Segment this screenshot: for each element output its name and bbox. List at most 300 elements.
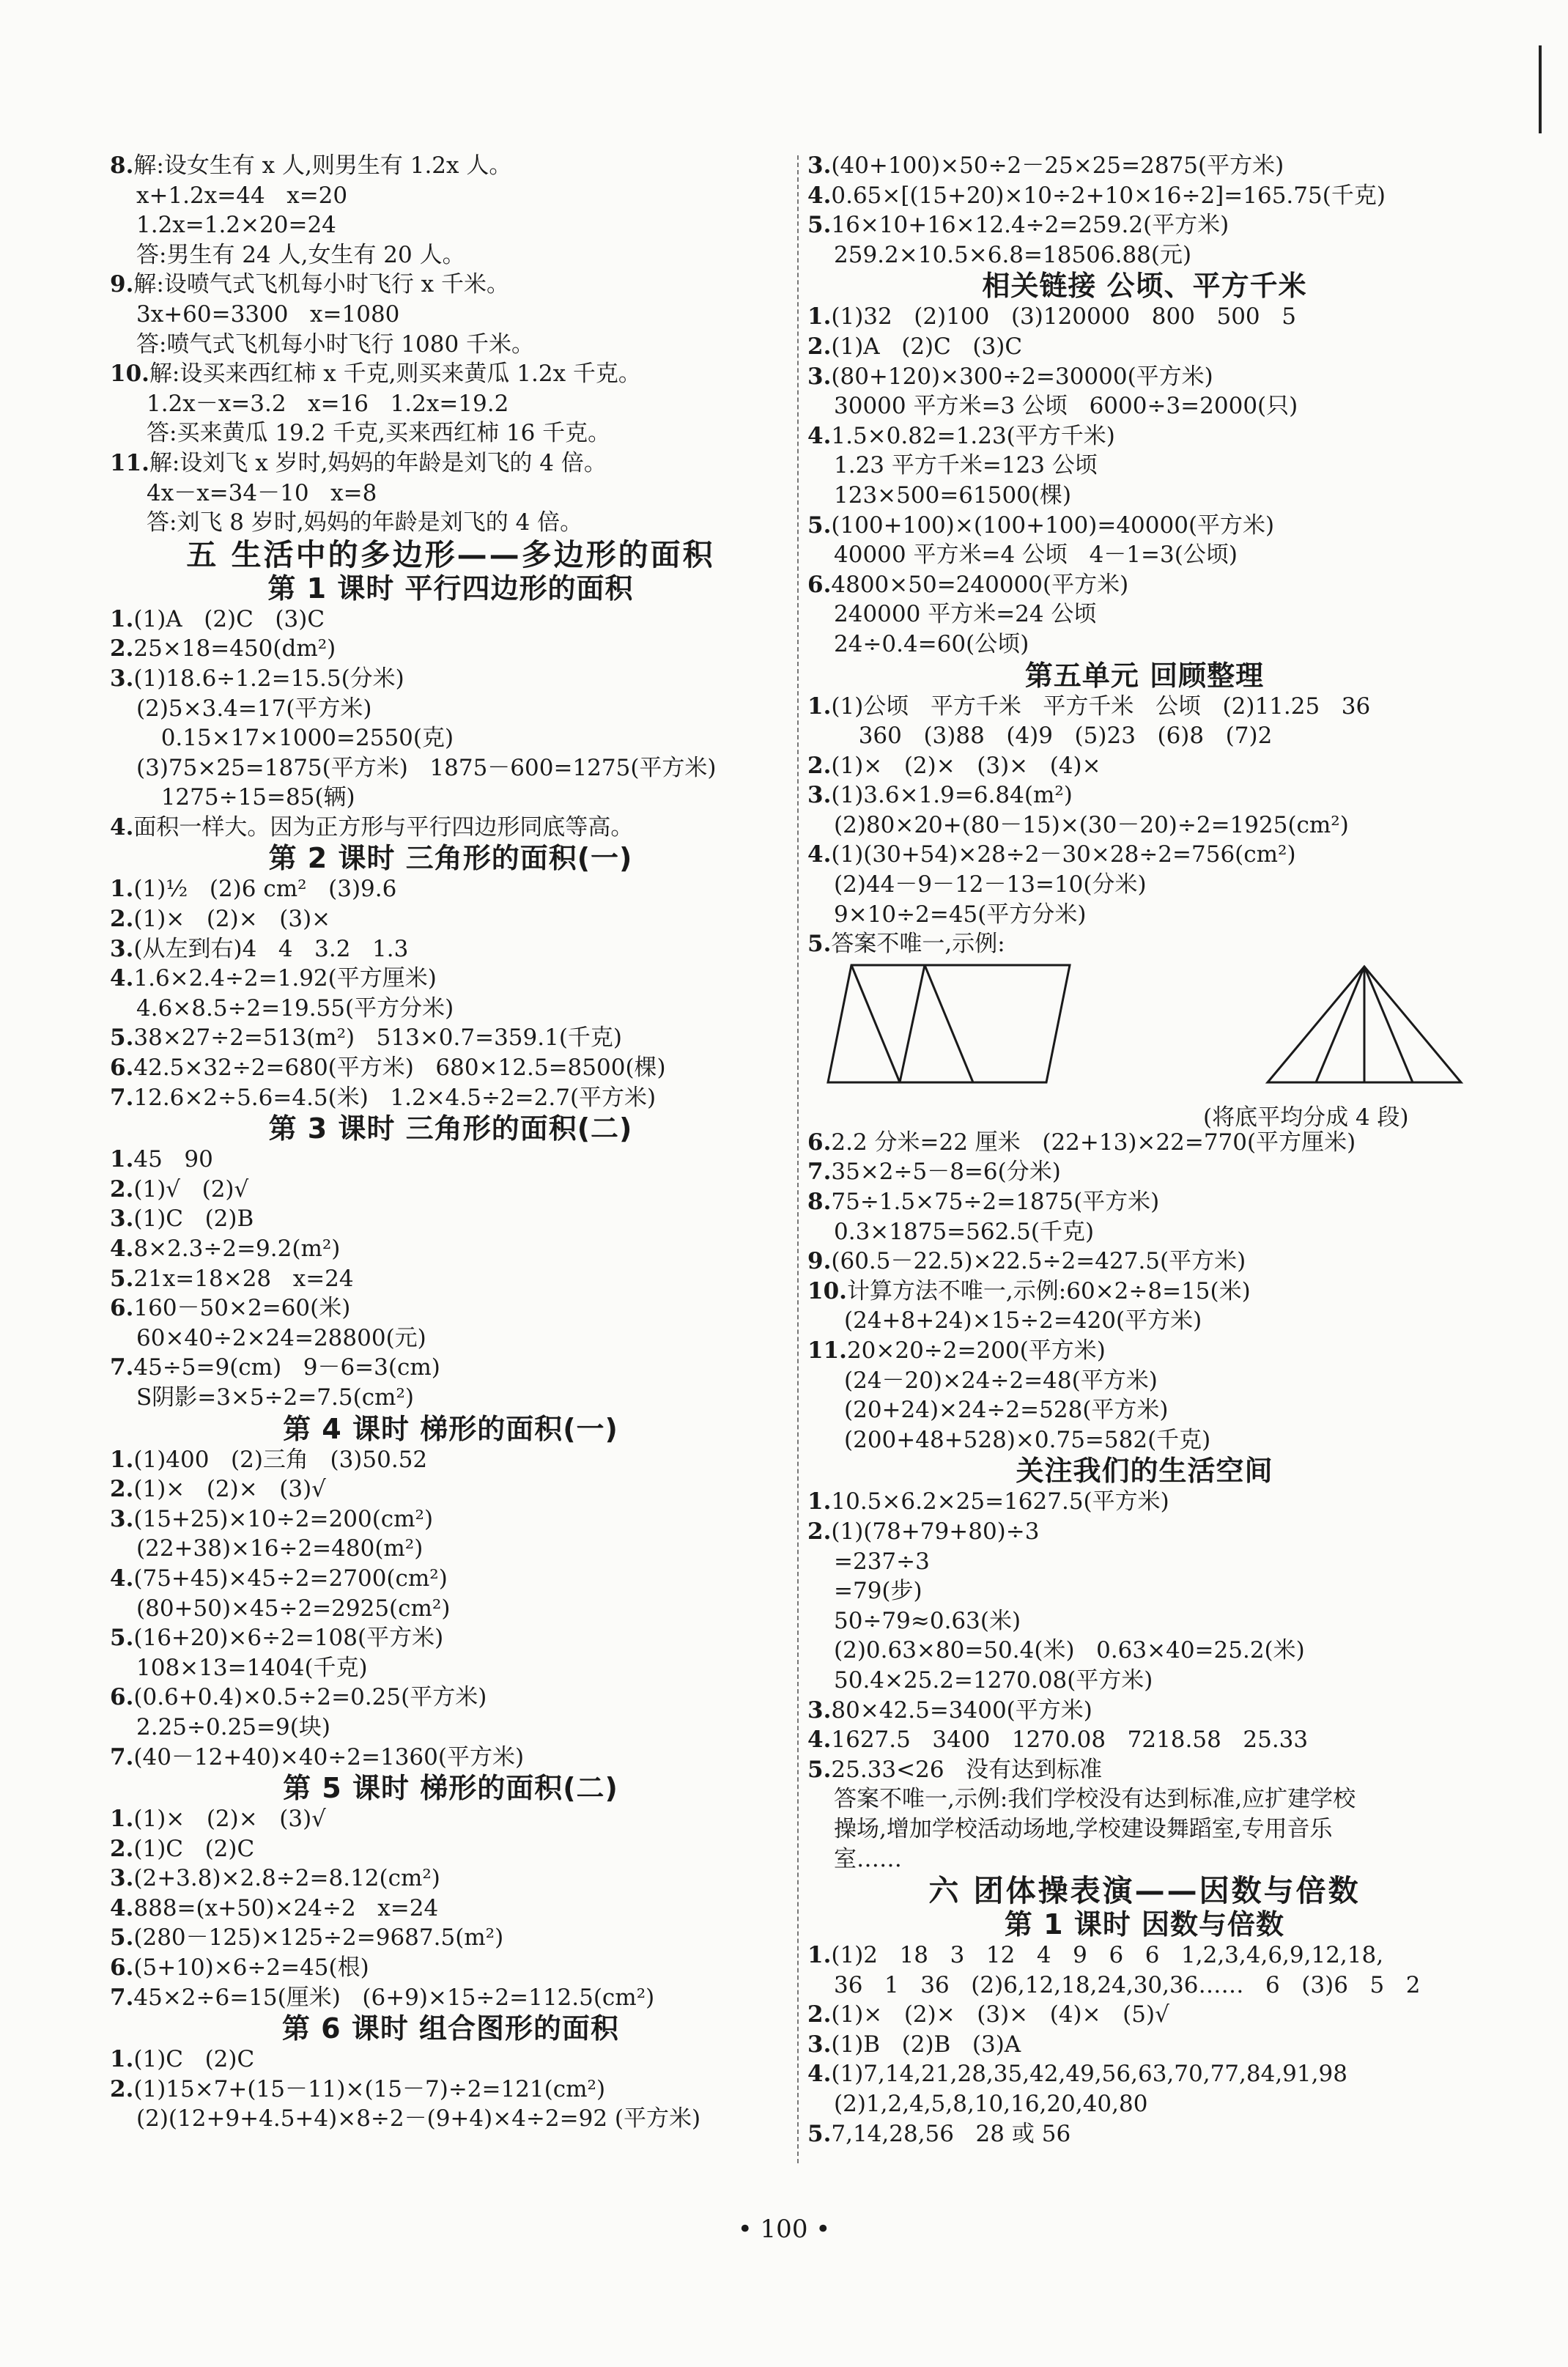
- answer-line: [807, 2030, 1482, 2060]
- answer-text: (2)80×20+(80－15)×(30－20)÷2=1925(cm²): [834, 811, 1349, 838]
- answer-text: 10.5×6.2×25=1627.5(平方米): [831, 1488, 1169, 1515]
- question-number: 8.: [110, 152, 134, 179]
- question-number: 5.: [807, 2120, 832, 2147]
- answer-text: (1)A (2)C (3)C: [133, 605, 325, 632]
- answer-text: (1)(30+54)×28÷2－30×28÷2=756(cm²): [831, 841, 1296, 868]
- answer-text: 50÷79≈0.63(米): [834, 1607, 1021, 1634]
- section-heading: 第 3 课时 三角形的面积(二): [268, 1112, 633, 1145]
- answer-text: (24+8+24)×15÷2=420(平方米): [844, 1307, 1202, 1334]
- answer-line: [110, 1353, 791, 1383]
- answer-text: (1)15×7+(15－11)×(15－7)÷2=121(cm²): [133, 2075, 606, 2102]
- answer-continuation: [110, 240, 791, 270]
- question-number: 5.: [807, 931, 832, 958]
- question-number: 4.: [807, 841, 832, 868]
- question-number: 2.: [807, 1518, 832, 1545]
- answer-continuation: [110, 783, 791, 813]
- answer-continuation: [807, 721, 1482, 751]
- answer-text: 0.65×[(15+20)×10÷2+10×16÷2]=165.75(千克): [831, 182, 1386, 209]
- answer-continuation: [807, 1217, 1482, 1247]
- answer-line: [807, 1128, 1482, 1158]
- question-number: 3.: [807, 152, 832, 179]
- question-number: 8.: [807, 1189, 832, 1216]
- section-heading: 五 生活中的多边形——多边形的面积: [186, 536, 715, 572]
- answer-text: 45×2÷6=15(厘米) (6+9)×15÷2=112.5(cm²): [133, 1984, 655, 2011]
- answer-line: [807, 210, 1482, 240]
- question-number: 1.: [110, 2046, 134, 2073]
- answer-line: [110, 1474, 791, 1504]
- answer-line: [807, 692, 1482, 722]
- parallelogram-divider: [900, 965, 925, 1082]
- answer-line: [110, 1564, 791, 1594]
- answer-continuation: [110, 753, 791, 783]
- answer-continuation: [807, 1425, 1482, 1455]
- answer-continuation: [110, 1323, 791, 1354]
- answer-text: 1.6×2.4÷2=1.92(平方厘米): [133, 965, 437, 992]
- answer-continuation: [110, 330, 791, 360]
- answer-continuation: [807, 1395, 1482, 1425]
- answer-line: [110, 874, 791, 904]
- question-number: 4.: [110, 1894, 134, 1921]
- section-heading: 相关链接 公顷、平方千米: [982, 270, 1307, 303]
- answer-line: [110, 270, 791, 300]
- answer-text: 面积一样大。因为正方形与平行四边形同底等高。: [133, 813, 634, 841]
- answer-text: 1.5×0.82=1.23(平方千米): [831, 422, 1115, 449]
- question-number: 1.: [110, 605, 134, 632]
- answer-line: [807, 181, 1482, 211]
- answer-text: (1)½ (2)6 cm² (3)9.6: [133, 876, 397, 903]
- question-number: 2.: [110, 635, 134, 662]
- answer-continuation: [110, 694, 791, 724]
- answer-continuation: [110, 181, 791, 211]
- answer-line: [110, 1683, 791, 1713]
- question-number: 5.: [110, 1265, 134, 1292]
- question-number: 5.: [807, 212, 832, 239]
- answer-continuation: [110, 1653, 791, 1683]
- question-number: 3.: [110, 1205, 134, 1233]
- answer-text: 360 (3)88 (4)9 (5)23 (6)8 (7)2: [844, 723, 1273, 750]
- answer-text: 室……: [834, 1845, 902, 1872]
- answer-line: [110, 934, 791, 964]
- answer-text: =79(步): [834, 1578, 922, 1605]
- answer-line: [807, 570, 1482, 600]
- answer-text: 4x－x=34－10 x=8: [147, 479, 377, 506]
- answer-text: 答:买来黄瓜 19.2 千克,买来西红柿 16 千克。: [147, 420, 611, 447]
- question-number: 9.: [807, 1248, 832, 1275]
- answer-text: 25.33<26 没有达到标准: [831, 1756, 1103, 1783]
- answer-text: 20×20÷2=200(平方米): [846, 1337, 1106, 1364]
- answer-text: 45 90: [133, 1146, 213, 1173]
- question-number: 1.: [110, 1146, 134, 1173]
- answer-text: 1.23 平方千米=123 公顷: [834, 452, 1098, 479]
- answer-continuation: [110, 1594, 791, 1624]
- section-heading: 关注我们的生活空间: [1016, 1455, 1273, 1488]
- question-number: 5.: [807, 1756, 832, 1783]
- figure-caption: (将底平均分成 4 段): [1203, 1104, 1409, 1131]
- answer-line: [807, 332, 1482, 362]
- question-number: 6.: [110, 1295, 134, 1322]
- answer-text: (2)44－9－12－13=10(分米): [834, 871, 1147, 898]
- answer-line: [807, 151, 1482, 181]
- answer-line: [807, 302, 1482, 332]
- answer-line: [807, 1187, 1482, 1217]
- answer-line: [110, 605, 791, 635]
- question-number: 4.: [110, 813, 134, 841]
- page-edge-mark: [1539, 45, 1542, 133]
- question-number: 3.: [807, 1696, 832, 1724]
- answer-text: (1)× (2)× (3)√: [133, 1476, 326, 1503]
- question-number: 5.: [807, 512, 832, 539]
- answer-text: 1627.5 3400 1270.08 7218.58 25.33: [831, 1727, 1309, 1754]
- answer-line: [807, 2000, 1482, 2030]
- answer-continuation: [807, 1366, 1482, 1396]
- question-number: 3.: [807, 782, 832, 809]
- triangle-segment: [1364, 967, 1413, 1082]
- answer-line: [807, 1277, 1482, 1307]
- question-number: 2.: [110, 1175, 134, 1203]
- answer-text: 240000 平方米=24 公顷: [834, 601, 1097, 628]
- answer-text: 160－50×2=60(米): [133, 1295, 351, 1322]
- question-number: 1.: [110, 1806, 134, 1833]
- answer-text: (1)C (2)C: [133, 2046, 255, 2073]
- section-heading: 第 1 课时 因数与倍数: [1004, 1908, 1285, 1941]
- answer-text: (40－12+40)×40÷2=1360(平方米): [133, 1743, 525, 1770]
- answer-text: 7,14,28,56 28 或 56: [831, 2120, 1071, 2147]
- answer-continuation: [807, 629, 1482, 660]
- answer-continuation: [110, 1534, 791, 1564]
- answer-text: (1)32 (2)100 (3)120000 800 500 5: [831, 303, 1296, 331]
- answer-line: [110, 1743, 791, 1773]
- answer-text: 259.2×10.5×6.8=18506.88(元): [834, 241, 1192, 268]
- section-heading: 六 团体操表演——因数与倍数: [928, 1873, 1361, 1909]
- answer-text: 0.3×1875=562.5(千克): [834, 1218, 1095, 1245]
- answer-continuation: [110, 994, 791, 1024]
- answer-line: [110, 1983, 791, 2013]
- answer-text: 答案不唯一,示例:我们学校没有达到标准,应扩建学校: [834, 1786, 1356, 1813]
- question-number: 2.: [110, 1835, 134, 1862]
- answer-line: [110, 2045, 791, 2075]
- answer-text: 计算方法不唯一,示例:60×2÷8=15(米): [846, 1277, 1251, 1304]
- answer-text: 答:刘飞 8 岁时,妈妈的年龄是刘飞的 4 倍。: [147, 509, 583, 536]
- right-column-bottom: [807, 1128, 1482, 2149]
- left-column: [110, 151, 791, 2134]
- answer-text: (1)× (2)× (3)×: [133, 906, 331, 933]
- answer-text: (1)× (2)× (3)× (4)× (5)√: [831, 2001, 1169, 2028]
- answer-continuation: [110, 300, 791, 330]
- answer-text: 4800×50=240000(平方米): [831, 571, 1129, 598]
- answer-continuation: [807, 481, 1482, 511]
- question-number: 5.: [110, 1924, 134, 1951]
- section-heading: 第 2 课时 三角形的面积(一): [268, 842, 633, 875]
- question-number: 3.: [110, 665, 134, 692]
- question-number: 10.: [110, 361, 149, 388]
- answer-line: [807, 2059, 1482, 2089]
- answer-continuation: [807, 451, 1482, 481]
- question-number: 11.: [110, 449, 149, 476]
- answer-continuation: [807, 2089, 1482, 2119]
- answer-text: 1275÷15=85(辆): [147, 784, 355, 811]
- question-number: 2.: [110, 906, 134, 933]
- answer-text: 解:设喷气式飞机每小时飞行 x 千米。: [133, 271, 510, 298]
- answer-continuation: [807, 540, 1482, 570]
- answer-text: 操场,增加学校活动场地,学校建设舞蹈室,专用音乐: [834, 1815, 1333, 1842]
- answer-line: [110, 1623, 791, 1653]
- answer-text: (15+25)×10÷2=200(cm²): [133, 1505, 434, 1532]
- answer-text: 36 1 36 (2)6,12,18,24,30,36…… 6 (3)6 5 2: [834, 1971, 1421, 1998]
- answer-text: 108×13=1404(千克): [136, 1654, 368, 1681]
- question-number: 3.: [110, 1865, 134, 1892]
- answer-text: 80×42.5=3400(平方米): [831, 1696, 1092, 1724]
- answer-line: [110, 1145, 791, 1175]
- answer-text: 答:喷气式飞机每小时飞行 1080 千米。: [136, 331, 535, 358]
- question-number: 3.: [110, 935, 134, 962]
- answer-line: [110, 1083, 791, 1113]
- answer-text: (2+3.8)×2.8÷2=8.12(cm²): [133, 1865, 440, 1892]
- answer-text: x+1.2x=44 x=20: [136, 182, 348, 209]
- answer-continuation: [807, 1636, 1482, 1666]
- answer-continuation: [807, 1606, 1482, 1636]
- answer-continuation: [807, 1306, 1482, 1336]
- answer-text: (200+48+528)×0.75=582(千克): [844, 1426, 1211, 1453]
- question-number: 7.: [110, 1984, 134, 2011]
- question-number: 6.: [807, 571, 832, 598]
- answer-continuation: [807, 810, 1482, 841]
- answer-line: [110, 1923, 791, 1953]
- answer-text: (1)18.6÷1.2=15.5(分米): [133, 665, 404, 692]
- answer-line: [807, 1336, 1482, 1366]
- question-number: 6.: [110, 1684, 134, 1711]
- answer-text: 75÷1.5×75÷2=1875(平方米): [831, 1189, 1160, 1216]
- answer-text: (60.5－22.5)×22.5÷2=427.5(平方米): [831, 1248, 1246, 1275]
- section-heading: 第五单元 回顾整理: [1024, 659, 1265, 692]
- answer-continuation: [807, 1547, 1482, 1577]
- answer-line: [110, 664, 791, 694]
- answer-continuation: [110, 1383, 791, 1413]
- answer-continuation: [110, 1713, 791, 1743]
- answer-text: 45÷5=9(cm) 9－6=3(cm): [133, 1354, 440, 1381]
- answer-continuation: [110, 2104, 791, 2134]
- answer-line: [807, 1487, 1482, 1517]
- answer-text: (3)75×25=1875(平方米) 1875－600=1275(平方米): [136, 754, 717, 781]
- answer-continuation: [807, 1814, 1482, 1845]
- answer-text: (5+10)×6÷2=45(根): [133, 1954, 369, 1982]
- answer-text: (1)7,14,21,28,35,42,49,56,63,70,77,84,91,98: [831, 2061, 1347, 2088]
- question-number: 2.: [807, 333, 832, 360]
- answer-text: 解:设买来西红柿 x 千克,则买来黄瓜 1.2x 千克。: [149, 361, 641, 388]
- question-number: 6.: [110, 1954, 134, 1982]
- answer-text: (2)5×3.4=17(平方米): [136, 695, 372, 722]
- answer-text: (1)400 (2)三角 (3)50.52: [133, 1446, 428, 1473]
- answer-continuation: [807, 1784, 1482, 1814]
- answer-line: [807, 1755, 1482, 1785]
- question-number: 5.: [110, 1625, 134, 1652]
- question-number: 2.: [807, 2001, 832, 2028]
- question-number: 7.: [110, 1354, 134, 1381]
- answer-text: (16+20)×6÷2=108(平方米): [133, 1625, 444, 1652]
- answer-line: [110, 1204, 791, 1234]
- answer-text: (100+100)×(100+100)=40000(平方米): [831, 512, 1275, 539]
- answer-line: [110, 964, 791, 994]
- section-heading: 第 6 课时 组合图形的面积: [281, 2012, 620, 2045]
- answer-text: (75+45)×45÷2=2700(cm²): [133, 1565, 448, 1592]
- question-number: 4.: [110, 1565, 134, 1592]
- answer-line: [110, 1804, 791, 1834]
- question-number: 7.: [807, 1159, 832, 1186]
- answer-continuation: [110, 508, 791, 538]
- right-column-top: [807, 151, 1482, 959]
- answer-text: 24÷0.4=60(公顷): [834, 630, 1029, 657]
- question-number: 1.: [110, 876, 134, 903]
- answer-line: [110, 448, 791, 479]
- answer-continuation: [110, 210, 791, 240]
- answer-text: (从左到右)4 4 3.2 1.3: [133, 935, 409, 962]
- answer-text: 42.5×32÷2=680(平方米) 680×12.5=8500(棵): [133, 1055, 666, 1082]
- answer-text: 2.25÷0.25=9(块): [136, 1713, 330, 1740]
- right-column: [807, 151, 1482, 2149]
- answer-text: (1)3.6×1.9=6.84(m²): [831, 782, 1073, 809]
- answer-text: 38×27÷2=513(m²) 513×0.7=359.1(千克): [133, 1024, 623, 1052]
- answer-text: 888=(x+50)×24÷2 x=24: [133, 1894, 439, 1921]
- answer-line: [110, 1293, 791, 1323]
- answer-continuation: [807, 1845, 1482, 1875]
- question-number: 7.: [110, 1084, 134, 1111]
- question-number: 9.: [110, 271, 134, 298]
- answer-text: (80+50)×45÷2=2925(cm²): [136, 1595, 451, 1622]
- answer-text: 答案不唯一,示例:: [831, 931, 1005, 958]
- answer-line: [110, 813, 791, 843]
- answer-text: =237÷3: [834, 1548, 930, 1575]
- answer-text: (1)× (2)× (3)√: [133, 1806, 326, 1833]
- answer-line: [110, 1953, 791, 1983]
- answer-text: 12.6×2÷5.6=4.5(米) 1.2×4.5÷2=2.7(平方米): [133, 1084, 657, 1111]
- answer-text: (22+38)×16÷2=480(m²): [136, 1535, 424, 1562]
- answer-line: [807, 780, 1482, 810]
- answer-text: (1)(78+79+80)÷3: [831, 1518, 1040, 1545]
- answer-text: (1)C (2)B: [133, 1205, 254, 1233]
- answer-text: 2.2 分米=22 厘米 (22+13)×22=770(平方厘米): [831, 1129, 1356, 1156]
- answer-text: (1)2 18 3 12 4 9 6 6 1,2,3,4,6,9,12,18,: [831, 1942, 1384, 1969]
- page-number: • 100 •: [737, 2215, 831, 2244]
- answer-text: (40+100)×50÷2－25×25=2875(平方米): [831, 152, 1284, 179]
- section-heading: 第 4 课时 梯形的面积(一): [283, 1412, 618, 1445]
- question-number: 7.: [110, 1743, 134, 1770]
- question-number: 1.: [807, 1488, 832, 1515]
- question-number: 3.: [807, 363, 832, 390]
- answer-text: (1)× (2)× (3)× (4)×: [831, 752, 1101, 779]
- answer-text: (1)C (2)C: [133, 1835, 255, 1862]
- answer-continuation: [110, 479, 791, 509]
- answer-text: (0.6+0.4)×0.5÷2=0.25(平方米): [133, 1684, 487, 1711]
- question-number: 4.: [807, 1727, 832, 1754]
- section-heading: 第 1 课时 平行四边形的面积: [267, 572, 634, 605]
- answer-text: (280－125)×125÷2=9687.5(m²): [133, 1924, 504, 1951]
- answer-text: (80+120)×300÷2=30000(平方米): [831, 363, 1213, 390]
- answer-text: 8×2.3÷2=9.2(m²): [133, 1236, 341, 1262]
- answer-text: (2)0.63×80=50.4(米) 0.63×40=25.2(米): [834, 1637, 1305, 1664]
- answer-text: (1)A (2)C (3)C: [831, 333, 1023, 360]
- question-number: 1.: [807, 303, 832, 331]
- answer-line: [110, 2075, 791, 2105]
- answer-line: [110, 904, 791, 934]
- answer-continuation: [807, 870, 1482, 900]
- answer-text: 35×2÷5－8=6(分米): [831, 1159, 1061, 1186]
- answer-text: (2)1,2,4,5,8,10,16,20,40,80: [834, 2091, 1148, 2118]
- answer-line: [807, 1941, 1482, 1971]
- answer-line: [807, 840, 1482, 870]
- answer-text: 9×10÷2=45(平方分米): [834, 901, 1087, 928]
- answer-line: [807, 511, 1482, 541]
- answer-text: (2)(12+9+4.5+4)×8÷2－(9+4)×4÷2=92 (平方米): [136, 2105, 701, 2132]
- answer-text: 25×18=450(dm²): [133, 635, 336, 662]
- question-number: 4.: [807, 2061, 832, 2088]
- answer-line: [110, 1234, 791, 1264]
- answer-text: S阴影=3×5÷2=7.5(cm²): [136, 1384, 414, 1411]
- answer-line: [110, 1894, 791, 1924]
- question-number: 2.: [110, 1476, 134, 1503]
- answer-continuation: [807, 1576, 1482, 1606]
- answer-line: [110, 151, 791, 181]
- answer-text: 50.4×25.2=1270.08(平方米): [834, 1666, 1153, 1694]
- answer-line: [807, 1157, 1482, 1187]
- question-number: 4.: [807, 422, 832, 449]
- question-number: 2.: [110, 2075, 134, 2102]
- question-number: 6.: [807, 1129, 832, 1156]
- answer-text: 1.2x=1.2×20=24: [136, 212, 336, 239]
- answer-continuation: [807, 240, 1482, 270]
- triangle-segment: [1316, 967, 1364, 1082]
- answer-line: [807, 1725, 1482, 1755]
- answer-line: [807, 362, 1482, 392]
- parallelogram-diagonal: [925, 965, 973, 1082]
- answer-text: 123×500=61500(棵): [834, 481, 1072, 509]
- answer-line: [807, 2119, 1482, 2149]
- answer-text: 30000 平方米=3 公顷 6000÷3=2000(只): [834, 393, 1298, 420]
- answer-continuation: [807, 900, 1482, 930]
- question-number: 1.: [807, 1942, 832, 1969]
- answer-line: [110, 1834, 791, 1864]
- question-number: 10.: [807, 1277, 847, 1304]
- answer-text: 3x+60=3300 x=1080: [136, 300, 400, 328]
- answer-text: (20+24)×24÷2=528(平方米): [844, 1397, 1169, 1424]
- question-number: 11.: [807, 1337, 847, 1364]
- question-number: 6.: [110, 1055, 134, 1082]
- answer-line: [807, 1247, 1482, 1277]
- answer-text: 60×40÷2×24=28800(元): [136, 1324, 426, 1351]
- question-number: 1.: [807, 693, 832, 720]
- answer-line: [807, 751, 1482, 781]
- question-number: 1.: [110, 1446, 134, 1473]
- answer-continuation: [807, 1666, 1482, 1696]
- answer-continuation: [110, 389, 791, 419]
- question-number: 4.: [110, 1236, 134, 1262]
- answer-continuation: [110, 723, 791, 753]
- answer-line: [110, 1864, 791, 1894]
- answer-text: (24－20)×24÷2=48(平方米): [844, 1367, 1158, 1394]
- answer-line: [807, 421, 1482, 451]
- answer-line: [807, 1696, 1482, 1726]
- answer-text: 解:设刘飞 x 岁时,妈妈的年龄是刘飞的 4 倍。: [149, 449, 607, 476]
- answer-line: [110, 1445, 791, 1475]
- answer-text: (1)B (2)B (3)A: [831, 2031, 1021, 2058]
- answer-figure: [807, 959, 1482, 1131]
- column-divider: [797, 155, 799, 2163]
- answer-line: [110, 1264, 791, 1294]
- answer-text: (1)√ (2)√: [133, 1175, 249, 1203]
- question-number: 5.: [110, 1024, 134, 1052]
- answer-text: 4.6×8.5÷2=19.55(平方分米): [136, 994, 454, 1022]
- question-number: 4.: [110, 965, 134, 992]
- answer-line: [110, 1175, 791, 1205]
- question-number: 3.: [110, 1505, 134, 1532]
